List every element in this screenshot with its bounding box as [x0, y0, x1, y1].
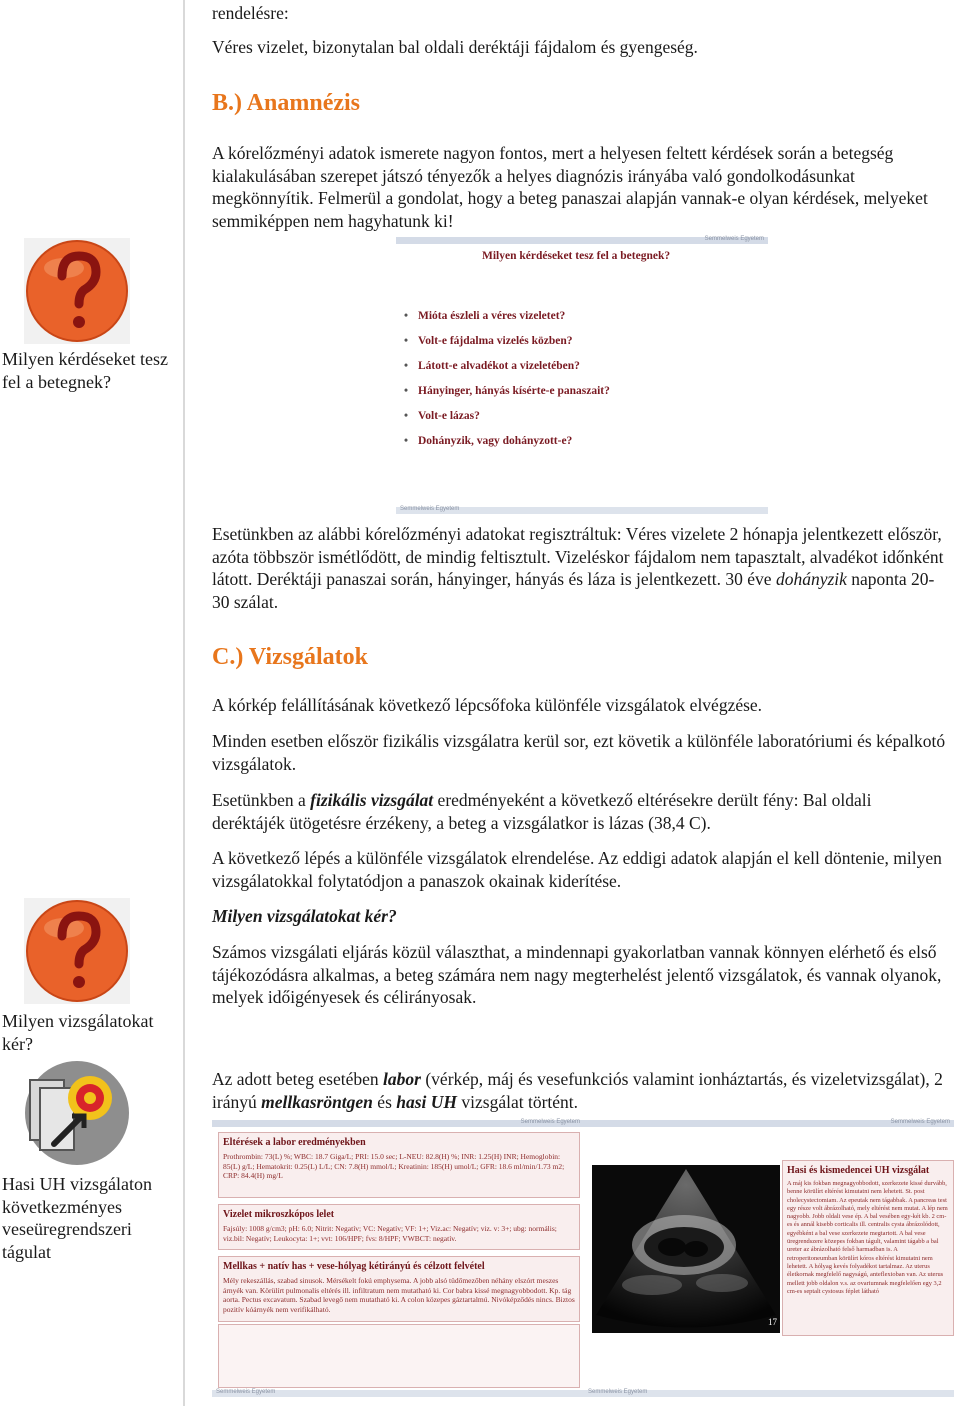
p6-text-2: (vérkép, máj és vesefunkciós valamint ionháztartás, és vizeletvizsgálat), 2 irányú	[212, 1069, 943, 1112]
footer-right-label: Semmelweis Egyetem	[588, 1389, 648, 1395]
p3-text: Esetünkben a	[212, 790, 311, 810]
slide-questions	[396, 237, 768, 517]
section-b-title: B.) Anamnézis	[212, 90, 361, 116]
question-mark-icon	[24, 238, 130, 344]
urine-box-title: Vizelet mikroszkópos lelet	[223, 1209, 335, 1220]
p6-labor: labor	[383, 1069, 421, 1089]
urine-box-text: Fajsúly: 1008 g/cm3; pH: 6.0; Nitrit: Negatív; VC: Negatív; VF: 1+; Viz.ac: Negatív; viz. v: 3+; ubg: normális; viz.bil: Negatív; Leukocyta: 1+; vvt: 106/HPF; fvs: 8/HPF; VWBCT: negatív.	[223, 1224, 557, 1243]
bottom-slide-left-header	[212, 1120, 584, 1127]
section-b-paragraph-2	[212, 523, 948, 613]
bottom-slide-left-footer	[212, 1390, 584, 1397]
p6-uh: hasi UH	[396, 1091, 458, 1112]
section-c-paragraph-4: A következő lépés a különféle vizsgálatok elrendelése. Az eddigi adatok alapján el kell döntenie, milyen vizsgálatokkal folytatódjon a panaszok okainak kiderítése.	[212, 848, 942, 891]
empty-result-box	[218, 1324, 580, 1388]
bottom-slide-right-header	[584, 1120, 954, 1127]
slide-bullet: • Látott-e alvadékot a vizeletében?	[418, 360, 580, 372]
slide-bullet: • Mióta észleli a véres vizeletet?	[418, 310, 565, 322]
side-question-c: Milyen vizsgálatokat kér?	[2, 1011, 154, 1054]
slide-bullet: • Volt-e lázas?	[418, 410, 480, 422]
p3-emphasis: fizikális vizsgálat	[310, 790, 434, 810]
side-uh-note: Hasi UH vizsgálaton következményes veseüregrendszeri tágulat	[2, 1174, 152, 1262]
section-c-title: C.) Vizsgálatok	[212, 644, 368, 670]
intro-heading-tail: rendelésre:	[212, 3, 289, 23]
slide-title: Milyen kérdéseket tesz fel a betegnek?	[482, 250, 671, 262]
p2-text-end: naponta 20-30 szálat.	[212, 569, 935, 612]
section-c-paragraph-6	[212, 1068, 948, 1113]
slide-header-label: Semmelweis Egyetem	[704, 236, 764, 242]
ultrasound-image	[592, 1165, 780, 1333]
section-c-paragraph-5: Számos vizsgálati eljárás közül választhat, a mindennapi gyakorlatban vannak könnyen elérhető és első tájékozódásra alkalmas, a beteg számára nem nagy megterhelést jelentő vizsgálatok, és vannak olyanok, melyek időigényesek és célirányosak.	[212, 942, 942, 1007]
bottom-slide-right-footer	[584, 1390, 954, 1397]
ultrasound-image-number: 17	[768, 1317, 777, 1327]
slide-bullet: • Volt-e fájdalma vizelés közben?	[418, 335, 573, 347]
us-box-title: Hasi és kismedencei UH vizsgálat	[787, 1165, 930, 1176]
us-box-text: A máj kis fokban megnagyobbodott, szerkezete kissé durvább, benne körülírt eltérést kimutatni nem lehetett. St. post cholecystectomiam. Az epeutak nem tágabbak. A pancreas test egy része volt ábrázolható, mely eltérést nem mutat. A lép nem nagyobb. Jobb oldali vese ép. A bal vesében egy-két kb. 2 cm-es és annál kisebb corticalis ill. centralis cysta ábrázolódott, egyébként a bal vese szerkezete megtartott. A bal vese üregrendszere közepes fokban tágult, valamint tágabb a bal ureter az ábrázolható felső harmadban is. A retroperitoneumban körülírt kóros eltérést kimutatni nem lehetett. A hólyag kevés folyadékot tartalmaz. Az uterus életkornak megfelelő nagyságú, anteflexioban van. Az uterus mellett jobb oldalon v.s. az ovariumnak megfelelően egy 3,2 cm-es septalt cystosus féplet látható	[787, 1180, 948, 1295]
slide-bullet: • Dohányzik, vagy dohányzott-e?	[418, 435, 572, 447]
section-c-paragraph-2: Minden esetben először fizikális vizsgálatra kerül sor, ezt követik a különféle laboratóriumi és képalkotó vizsgálatok.	[212, 731, 946, 774]
slide-footer-label: Semmelweis Egyetem	[400, 506, 460, 512]
p6-xray: mellkasröntgen	[261, 1091, 373, 1112]
xray-results-box	[218, 1256, 580, 1322]
p6-text-3: és	[372, 1091, 397, 1112]
p3-text-end: eredményeként a következő eltérésekre derült fény: Bal oldali deréktájék ütögetésre érzékeny, a beteg a vizsgálatkor is lázas (38,4 C).	[212, 790, 872, 833]
urine-results-box	[218, 1204, 580, 1250]
section-b-paragraph-1: A kórelőzményi adatok ismerete nagyon fontos, mert a helyesen feltett kérdések során a betegség kialakulásában szerepet játszó tényezők a helyes diagnózis irányába való gondolkodásunkat megkönnyítik. Felmerül a gondolat, hogy a beteg panaszai alapján vannak-e olyan kérdések, melyeket semmiképpen nem hagyhatunk ki!	[212, 143, 928, 231]
question-mark-icon	[24, 898, 130, 1004]
lab-box-text: Prothrombin: 73(L) %; WBC: 18.7 Giga/L; PRI: 15.0 sec; L-NEU: 82.8(H) %; INR: 1.25(H) INR; Hemoglobin: 85(L) g/L; Hematokrit: 0.25(L) L/L; CN: 7.8(H) mmol/L; Kreatinin: 185(H) umol/L; GFR: 18.6 ml/min/1.73 m2; CRP: 84.4(H) mg/L	[223, 1152, 565, 1180]
side-question-b: Milyen kérdéseket tesz fel a betegnek?	[2, 349, 168, 392]
section-c-question: Milyen vizsgálatokat kér?	[212, 906, 397, 926]
header-right-label: Semmelweis Egyetem	[890, 1119, 950, 1125]
p6-text-4: vizsgálat történt.	[457, 1091, 579, 1112]
slide-footer-bar	[396, 507, 768, 514]
slide-bullet: • Hányinger, hányás kísérte-e panaszait?	[418, 385, 610, 397]
p2-text: Esetünkben az alábbi kórelőzményi adatokat regisztráltuk: Véres vizelete 2 hónapja jelentkezett először, azóta többször ismétlődött, de mindig feltisztult. Vizeléskor fájdalom nem tapasztalt, alvadékot időnként látott. Deréktáji panaszai során, hányinger, hányás és láza is jelentkezett. 30 éve	[212, 524, 944, 589]
us-results-box	[782, 1160, 954, 1336]
lab-results-box	[218, 1132, 580, 1198]
section-c-paragraph-3	[212, 789, 948, 834]
xray-box-title: Mellkas + natív has + vese-hólyag kétirányú és célzott felvétel	[223, 1261, 485, 1272]
ultrasound-monitor-icon	[24, 1060, 130, 1166]
intro-complaint: Véres vizelet, bizonytalan bal oldali deréktáji fájdalom és gyengeség.	[212, 37, 698, 57]
header-left-label: Semmelweis Egyetem	[520, 1119, 580, 1125]
p2-emphasis: dohányzik	[775, 569, 847, 589]
xray-box-text: Mély rekeszállás, szabad sinusok. Mérsékelt fokú emphysema. A jobb alsó tüdőmezőben néhány elszórt meszes árnyék van. Körülírt pulmonalis eltérés ill. infiltratum nem mutatható ki. Cor babra kissé megnagyobbodott. Kp. tág aorta. Pectus excavatum. Szabad levegő nem mutatható ki. A colon közepes gáztartalmú. Nivóképződés nincs. Biztos pozitív kóárnyék nem verifikálható.	[223, 1276, 575, 1314]
section-c-paragraph-1: A kórkép felállításának következő lépcsőfoka különféle vizsgálatok elvégzése.	[212, 695, 763, 715]
lab-box-title: Eltérések a labor eredményekben	[223, 1137, 366, 1148]
p6-text: Az adott beteg esetében	[212, 1069, 384, 1089]
footer-left-label: Semmelweis Egyetem	[216, 1389, 276, 1395]
slide-header-bar	[396, 237, 768, 244]
left-column-divider	[183, 0, 185, 1406]
